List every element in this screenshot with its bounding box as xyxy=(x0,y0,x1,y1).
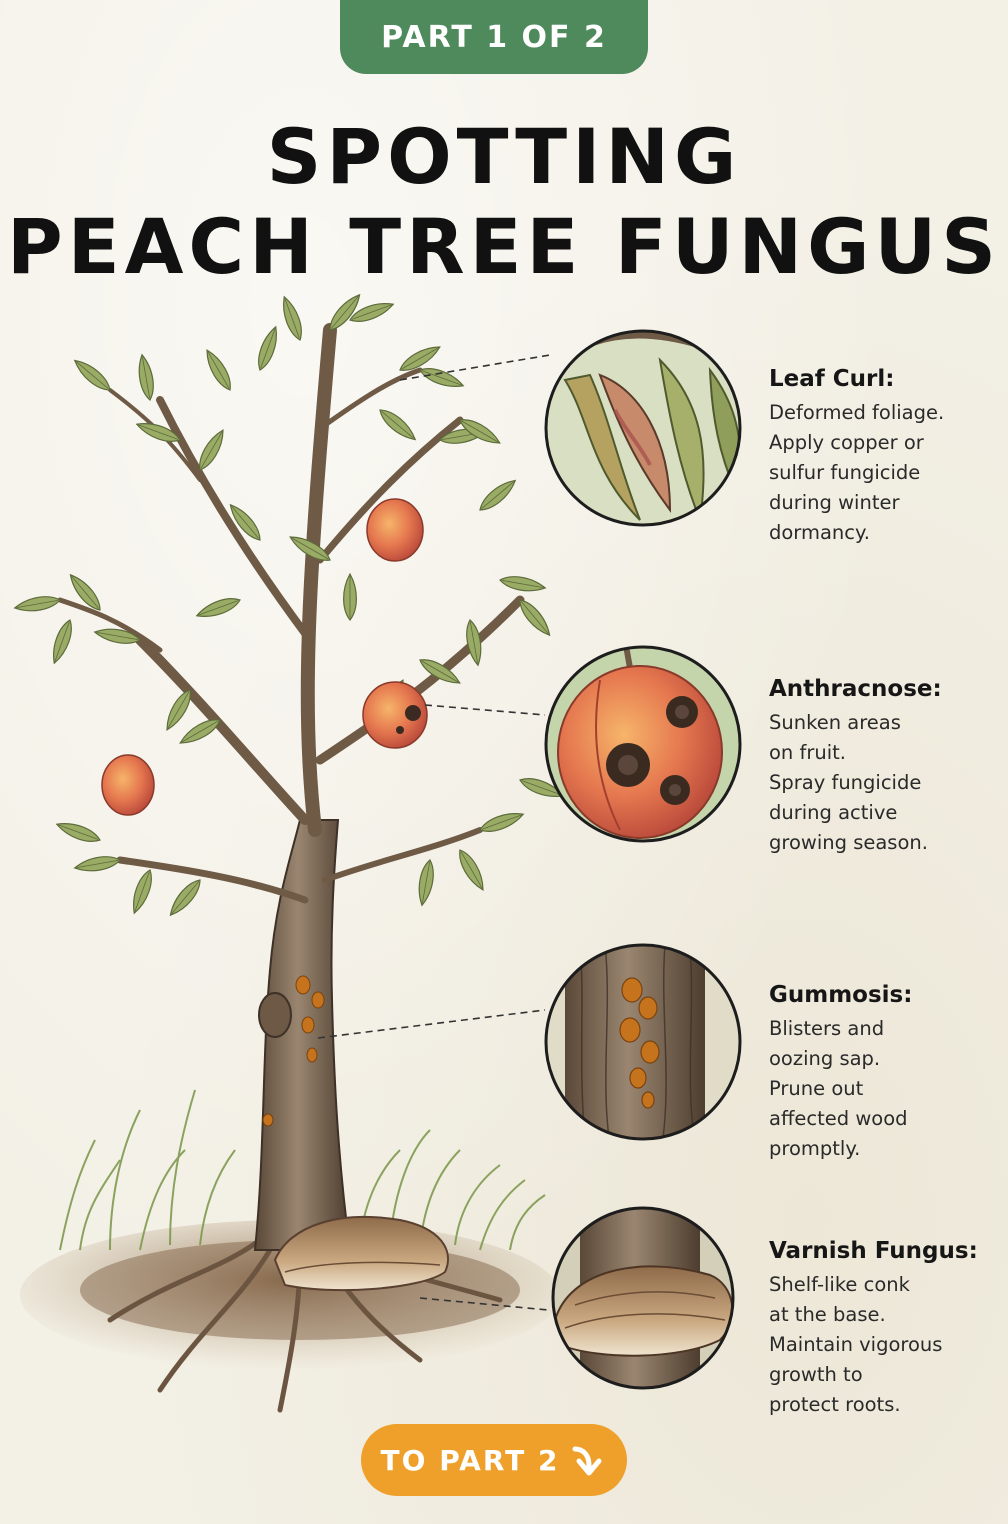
to-part-2-label: TO PART 2 xyxy=(380,1443,560,1477)
disease-description: Blisters and oozing sap. Prune out affected wood promptly. xyxy=(769,1017,908,1160)
disease-name: Varnish Fungus: xyxy=(769,1238,978,1264)
disease-info-gummosis xyxy=(769,982,999,1164)
disease-name: Leaf Curl: xyxy=(769,366,895,392)
title-line-1: SPOTTING xyxy=(266,112,742,201)
arrow-down-right-icon xyxy=(569,1441,607,1479)
to-part-2-button[interactable] xyxy=(361,1424,627,1496)
bracket-fungus-closeup xyxy=(550,1205,740,1395)
curled-leaf-closeup xyxy=(540,325,750,535)
disease-info-varnish-fungus xyxy=(769,1238,999,1420)
spotted-peach-closeup xyxy=(540,640,750,850)
title-line-2: PEACH TREE FUNGUS xyxy=(7,202,1001,291)
part-badge-label: PART 1 OF 2 xyxy=(381,19,607,55)
disease-info-leaf-curl xyxy=(769,366,999,548)
disease-description: Sunken areas on fruit. Spray fungicide during active growing season. xyxy=(769,711,928,854)
disease-info-anthracnose xyxy=(769,676,999,858)
disease-name: Anthracnose: xyxy=(769,676,942,702)
disease-description: Shelf-like conk at the base. Maintain vigorous growth to protect roots. xyxy=(769,1273,943,1416)
disease-name: Gummosis: xyxy=(769,982,913,1008)
disease-description: Deformed foliage. Apply copper or sulfur fungicide during winter dormancy. xyxy=(769,401,945,544)
oozing-bark-closeup xyxy=(540,940,750,1150)
